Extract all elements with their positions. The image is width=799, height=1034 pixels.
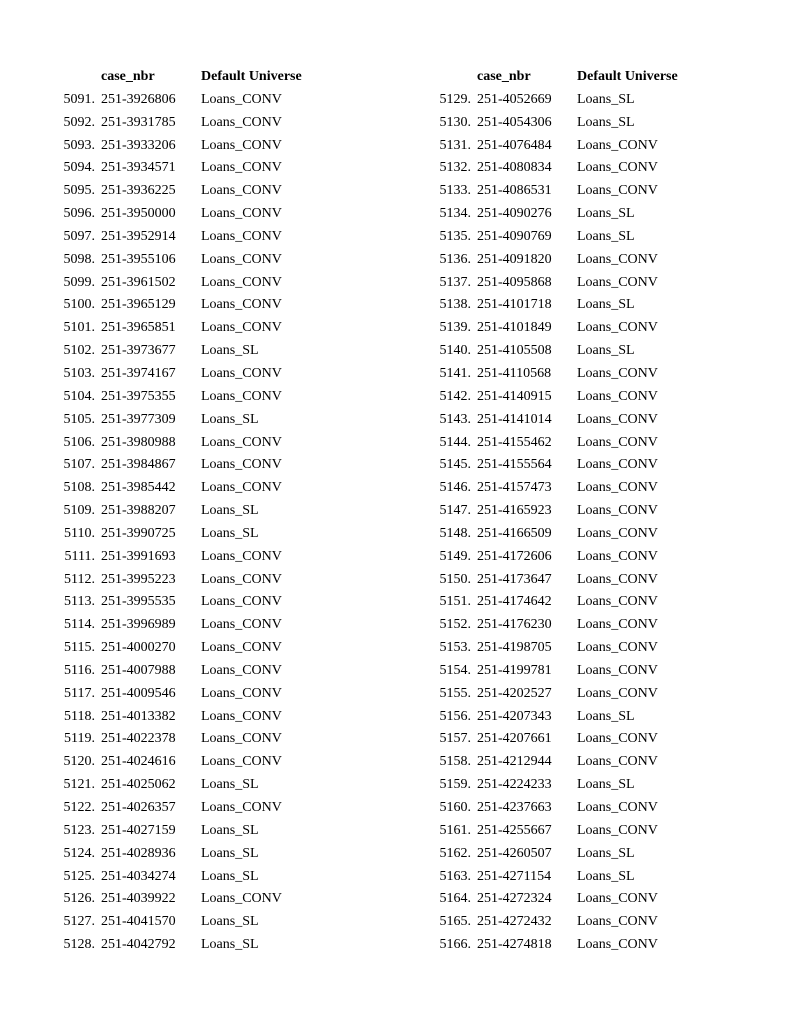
case-number: 251-4224233 <box>477 777 552 793</box>
default-universe: Loans_SL <box>201 845 259 861</box>
default-universe: Loans_CONV <box>201 274 282 290</box>
case-number: 251-4207661 <box>477 731 552 747</box>
default-universe: Loans_CONV <box>577 640 658 656</box>
row-index: 5114. <box>64 617 95 633</box>
default-universe: Loans_CONV <box>577 662 658 678</box>
default-universe: Loans_CONV <box>201 388 282 404</box>
default-universe: Loans_CONV <box>577 525 658 541</box>
default-universe: Loans_CONV <box>577 594 658 610</box>
case-number: 251-4212944 <box>477 754 552 770</box>
row-index: 5108. <box>63 480 95 496</box>
row-index: 5110. <box>64 525 95 541</box>
default-universe: Loans_CONV <box>577 365 658 381</box>
default-universe: Loans_CONV <box>577 388 658 404</box>
row-index: 5122. <box>63 800 95 815</box>
case-number: 251-4026357 <box>101 800 176 815</box>
default-universe: Loans_CONV <box>577 457 658 473</box>
row-index: 5097. <box>63 228 95 244</box>
case-number: 251-3990725 <box>101 525 176 541</box>
default-universe: Loans_CONV <box>577 914 658 930</box>
case-number: 251-3995223 <box>101 571 176 587</box>
row-index: 5129. <box>439 91 471 107</box>
default-universe: Loans_CONV <box>577 571 658 587</box>
row-index: 5101. <box>63 320 95 336</box>
header-default-universe: Default Universe <box>577 69 678 84</box>
case-number: 251-4041570 <box>101 914 176 930</box>
case-number: 251-4155564 <box>477 457 552 473</box>
row-index: 5138. <box>439 297 471 313</box>
default-universe: Loans_SL <box>201 937 259 953</box>
default-universe: Loans_SL <box>577 297 635 313</box>
row-index: 5148. <box>439 525 471 541</box>
row-index: 5140. <box>439 343 471 359</box>
default-universe: Loans_CONV <box>577 160 658 176</box>
default-universe: Loans_CONV <box>201 731 282 747</box>
case-number: 251-4110568 <box>477 365 552 381</box>
row-index: 5098. <box>63 251 95 267</box>
row-index: 5139. <box>439 320 471 336</box>
default-universe: Loans_CONV <box>201 365 282 381</box>
default-universe: Loans_CONV <box>577 480 658 496</box>
case-number: 251-3985442 <box>101 480 176 496</box>
default-universe: Loans_CONV <box>577 320 658 336</box>
row-index: 5165. <box>439 914 471 930</box>
case-number: 251-4042792 <box>101 937 176 953</box>
row-index: 5136. <box>439 251 471 267</box>
header-case-nbr: case_nbr <box>101 69 155 84</box>
row-index: 5124. <box>63 845 95 861</box>
case-number: 251-4080834 <box>477 160 552 176</box>
default-universe: Loans_CONV <box>201 160 282 176</box>
case-number: 251-4141014 <box>477 411 552 427</box>
row-index: 5128. <box>63 937 95 953</box>
row-index: 5141. <box>439 365 471 381</box>
row-index: 5115. <box>64 640 95 656</box>
case-number: 251-4090769 <box>477 228 552 244</box>
default-universe: Loans_CONV <box>577 137 658 153</box>
case-number: 251-4009546 <box>101 685 176 701</box>
default-universe: Loans_SL <box>577 777 635 793</box>
row-index: 5135. <box>439 228 471 244</box>
row-index: 5130. <box>439 114 471 130</box>
row-index: 5093. <box>63 137 95 153</box>
row-index: 5127. <box>63 914 95 930</box>
case-number: 251-4027159 <box>101 822 176 838</box>
case-number: 251-4034274 <box>101 868 176 884</box>
row-index: 5162. <box>439 845 471 861</box>
case-number: 251-3950000 <box>101 206 176 222</box>
default-universe: Loans_CONV <box>201 640 282 656</box>
default-universe: Loans_SL <box>577 343 635 359</box>
row-index: 5144. <box>439 434 471 450</box>
default-universe: Loans_CONV <box>577 411 658 427</box>
default-universe: Loans_SL <box>577 868 635 884</box>
case-number: 251-4271154 <box>477 868 552 884</box>
case-number: 251-3931785 <box>101 114 176 130</box>
default-universe: Loans_CONV <box>201 137 282 153</box>
default-universe: Loans_SL <box>577 91 635 107</box>
case-number: 251-3977309 <box>101 411 176 427</box>
row-index: 5147. <box>439 503 471 519</box>
row-index: 5158. <box>439 754 471 770</box>
case-number: 251-4052669 <box>477 91 552 107</box>
row-index: 5125. <box>63 868 95 884</box>
case-number: 251-3933206 <box>101 137 176 153</box>
case-number: 251-4274818 <box>477 937 552 953</box>
default-universe: Loans_CONV <box>577 183 658 199</box>
row-index: 5154. <box>439 662 471 678</box>
case-number: 251-4166509 <box>477 525 552 541</box>
row-index: 5157. <box>439 731 471 747</box>
default-universe: Loans_CONV <box>201 754 282 770</box>
case-number: 251-4086531 <box>477 183 552 199</box>
row-index: 5116. <box>64 662 95 678</box>
default-universe: Loans_SL <box>577 206 635 222</box>
case-number: 251-3965129 <box>101 297 176 313</box>
default-universe: Loans_CONV <box>577 937 658 953</box>
default-universe: Loans_CONV <box>577 434 658 450</box>
default-universe: Loans_CONV <box>201 480 282 496</box>
row-index: 5143. <box>439 411 471 427</box>
default-universe: Loans_CONV <box>201 594 282 610</box>
case-number: 251-3926806 <box>101 91 176 107</box>
row-index: 5120. <box>63 754 95 770</box>
case-number: 251-4174642 <box>477 594 552 610</box>
case-number: 251-3995535 <box>101 594 176 610</box>
default-universe: Loans_CONV <box>201 617 282 633</box>
case-number: 251-4140915 <box>477 388 552 404</box>
default-universe: Loans_SL <box>201 868 259 884</box>
row-index: 5160. <box>439 800 471 815</box>
row-index: 5117. <box>64 685 95 701</box>
case-number: 251-4176230 <box>477 617 552 633</box>
case-number: 251-3984867 <box>101 457 176 473</box>
case-number: 251-4007988 <box>101 662 176 678</box>
default-universe: Loans_SL <box>577 228 635 244</box>
row-index: 5119. <box>64 731 95 747</box>
default-universe: Loans_CONV <box>201 183 282 199</box>
case-number: 251-4155462 <box>477 434 552 450</box>
case-number: 251-4039922 <box>101 891 176 907</box>
default-universe: Loans_CONV <box>201 685 282 701</box>
default-universe: Loans_CONV <box>201 434 282 450</box>
default-universe: Loans_SL <box>201 777 259 793</box>
default-universe: Loans_CONV <box>577 800 658 815</box>
default-universe: Loans_CONV <box>577 274 658 290</box>
default-universe: Loans_CONV <box>201 114 282 130</box>
header-default-universe: Default Universe <box>201 69 302 84</box>
row-index: 5159. <box>439 777 471 793</box>
row-index: 5146. <box>439 480 471 496</box>
row-index: 5104. <box>63 388 95 404</box>
default-universe: Loans_CONV <box>201 891 282 907</box>
row-index: 5105. <box>63 411 95 427</box>
default-universe: Loans_CONV <box>201 91 282 107</box>
default-universe: Loans_CONV <box>577 891 658 907</box>
default-universe: Loans_CONV <box>201 228 282 244</box>
case-number: 251-4165923 <box>477 503 552 519</box>
case-number: 251-4202527 <box>477 685 552 701</box>
default-universe: Loans_SL <box>201 503 259 519</box>
row-index: 5121. <box>63 777 95 793</box>
case-number: 251-4173647 <box>477 571 552 587</box>
case-number: 251-3991693 <box>101 548 176 564</box>
row-index: 5095. <box>63 183 95 199</box>
case-number: 251-4076484 <box>477 137 552 153</box>
row-index: 5100. <box>63 297 95 313</box>
row-index: 5137. <box>439 274 471 290</box>
case-number: 251-4157473 <box>477 480 552 496</box>
row-index: 5103. <box>63 365 95 381</box>
row-index: 5156. <box>439 708 471 724</box>
row-index: 5112. <box>64 571 95 587</box>
row-index: 5099. <box>63 274 95 290</box>
default-universe: Loans_SL <box>577 845 635 861</box>
case-number: 251-3955106 <box>101 251 176 267</box>
case-number: 251-4105508 <box>477 343 552 359</box>
default-universe: Loans_SL <box>201 822 259 838</box>
row-index: 5132. <box>439 160 471 176</box>
case-number: 251-3980988 <box>101 434 176 450</box>
default-universe: Loans_CONV <box>201 457 282 473</box>
default-universe: Loans_CONV <box>577 754 658 770</box>
row-index: 5106. <box>63 434 95 450</box>
case-number: 251-3961502 <box>101 274 176 290</box>
row-index: 5102. <box>63 343 95 359</box>
default-universe: Loans_CONV <box>201 548 282 564</box>
row-index: 5094. <box>63 160 95 176</box>
case-number: 251-3973677 <box>101 343 176 359</box>
row-index: 5151. <box>439 594 471 610</box>
default-universe: Loans_CONV <box>201 206 282 222</box>
case-number: 251-4172606 <box>477 548 552 564</box>
case-number: 251-4101718 <box>477 297 552 313</box>
case-number: 251-4255667 <box>477 822 552 838</box>
row-index: 5131. <box>439 137 471 153</box>
header-case-nbr: case_nbr <box>477 69 531 84</box>
default-universe: Loans_CONV <box>201 297 282 313</box>
row-index: 5118. <box>64 708 95 724</box>
case-number: 251-3934571 <box>101 160 176 176</box>
case-number: 251-4272432 <box>477 914 552 930</box>
case-number: 251-4028936 <box>101 845 176 861</box>
row-index: 5166. <box>439 937 471 953</box>
default-universe: Loans_SL <box>201 411 259 427</box>
case-number: 251-4237663 <box>477 800 552 815</box>
case-number: 251-4095868 <box>477 274 552 290</box>
default-universe: Loans_SL <box>577 708 635 724</box>
case-number: 251-4090276 <box>477 206 552 222</box>
row-index: 5096. <box>63 206 95 222</box>
row-index: 5152. <box>439 617 471 633</box>
default-universe: Loans_CONV <box>577 731 658 747</box>
default-universe: Loans_SL <box>201 914 259 930</box>
default-universe: Loans_CONV <box>577 617 658 633</box>
default-universe: Loans_CONV <box>201 320 282 336</box>
row-index: 5109. <box>63 503 95 519</box>
case-number: 251-3974167 <box>101 365 176 381</box>
row-index: 5133. <box>439 183 471 199</box>
default-universe: Loans_SL <box>201 343 259 359</box>
case-number: 251-4199781 <box>477 662 552 678</box>
row-index: 5142. <box>439 388 471 404</box>
case-number: 251-4207343 <box>477 708 552 724</box>
default-universe: Loans_CONV <box>577 548 658 564</box>
default-universe: Loans_CONV <box>201 662 282 678</box>
row-index: 5163. <box>439 868 471 884</box>
row-index: 5092. <box>63 114 95 130</box>
row-index: 5161. <box>439 822 471 838</box>
case-number: 251-4000270 <box>101 640 176 656</box>
default-universe: Loans_CONV <box>577 503 658 519</box>
default-universe: Loans_CONV <box>201 800 282 815</box>
case-number: 251-3975355 <box>101 388 176 404</box>
case-number: 251-3936225 <box>101 183 176 199</box>
default-universe: Loans_CONV <box>201 571 282 587</box>
row-index: 5153. <box>439 640 471 656</box>
case-number: 251-4022378 <box>101 731 176 747</box>
case-number: 251-4091820 <box>477 251 552 267</box>
default-universe: Loans_CONV <box>577 251 658 267</box>
case-number: 251-3952914 <box>101 228 176 244</box>
row-index: 5145. <box>439 457 471 473</box>
row-index: 5111. <box>64 548 95 564</box>
default-universe: Loans_CONV <box>577 822 658 838</box>
default-universe: Loans_CONV <box>577 685 658 701</box>
default-universe: Loans_CONV <box>201 708 282 724</box>
default-universe: Loans_SL <box>201 525 259 541</box>
row-index: 5150. <box>439 571 471 587</box>
case-number: 251-3996989 <box>101 617 176 633</box>
default-universe: Loans_SL <box>577 114 635 130</box>
row-index: 5155. <box>439 685 471 701</box>
default-universe: Loans_CONV <box>201 251 282 267</box>
row-index: 5149. <box>439 548 471 564</box>
case-number: 251-3965851 <box>101 320 176 336</box>
case-number: 251-4272324 <box>477 891 552 907</box>
case-number: 251-4025062 <box>101 777 176 793</box>
row-index: 5113. <box>64 594 95 610</box>
case-number: 251-4013382 <box>101 708 176 724</box>
row-index: 5164. <box>439 891 471 907</box>
case-number: 251-4054306 <box>477 114 552 130</box>
row-index: 5126. <box>63 891 95 907</box>
row-index: 5134. <box>439 206 471 222</box>
case-number: 251-3988207 <box>101 503 176 519</box>
case-number: 251-4260507 <box>477 845 552 861</box>
row-index: 5107. <box>63 457 95 473</box>
case-number: 251-4198705 <box>477 640 552 656</box>
case-number: 251-4101849 <box>477 320 552 336</box>
row-index: 5091. <box>63 91 95 107</box>
case-number: 251-4024616 <box>101 754 176 770</box>
row-index: 5123. <box>63 822 95 838</box>
